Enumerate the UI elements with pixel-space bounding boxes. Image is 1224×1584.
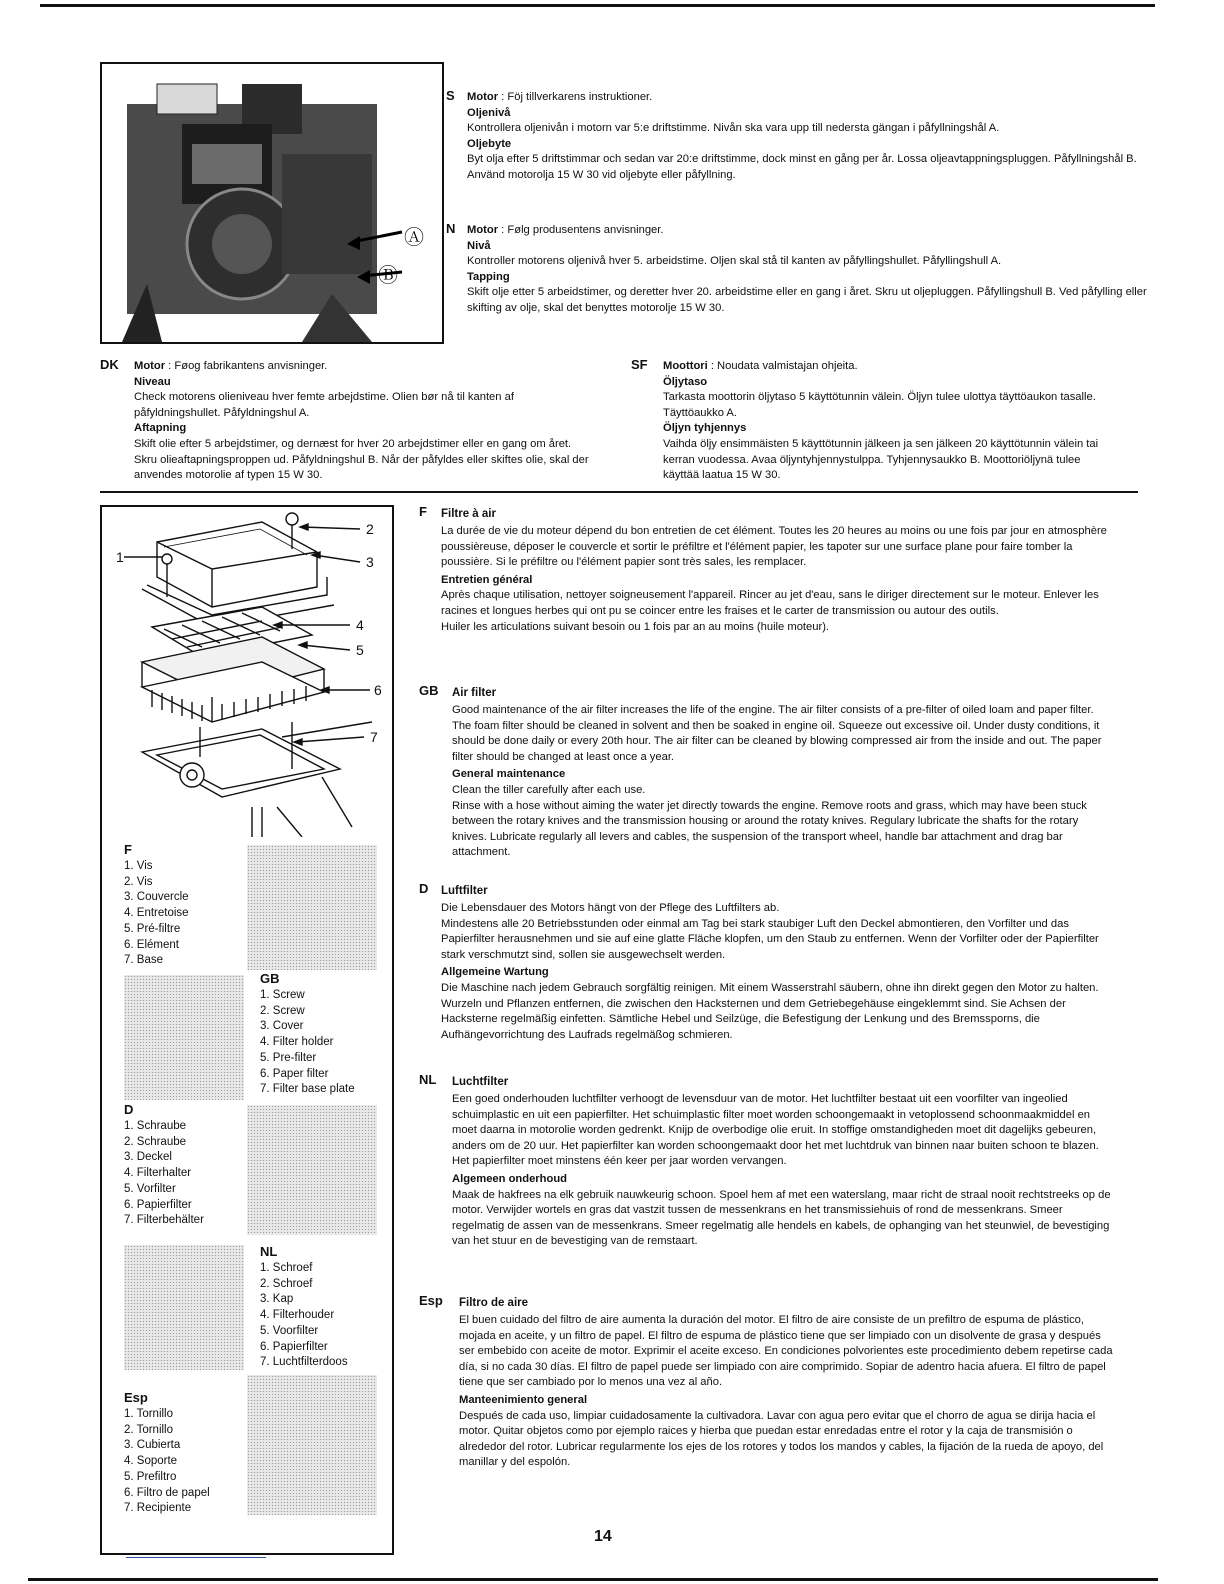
legend-f-item: 1. Vis bbox=[124, 860, 153, 872]
section-esp-title: Filtro de aire bbox=[459, 1297, 529, 1309]
section-s bbox=[467, 90, 1147, 184]
legend-esp-item: 6. Filtro de papel bbox=[124, 1486, 210, 1499]
section-f-sub-text: Après chaque utilisation, nettoyer soigneusement l'appareil. Rincer au jet d'eau, sans le diriger directement sur le moteur. Enlever les racines et longues herbes qui ont pu se coincer entre les fraises et le carter de transmission ou autour des outils. bbox=[441, 589, 1099, 617]
section-nl-body bbox=[452, 1092, 1113, 1250]
legend-gb bbox=[260, 970, 355, 1098]
section-s-text-1: Kontrollera oljenivån i motorn var 5:e driftstimme. Nivån ska vara upp till nedersta gängan i påfyllningshål A. bbox=[467, 122, 1000, 135]
section-esp-body bbox=[459, 1313, 1113, 1471]
section-s-subtitle: : Föj tillverkarens instruktioner. bbox=[498, 91, 653, 103]
legend-nl-item: 7. Luchtfilterdoos bbox=[260, 1356, 348, 1369]
section-f-intro: La durée de vie du moteur dépend du bon entretien de cet élément. Toutes les 20 heures au moins ou une fois par jour en atmosphère poussièreuse, déposer le couvercle et sortir le préfiltre et l'élément papier, les tapoter sur une surface plane pour faire tomber la poussière. Si le préfiltre ou l'élément papier sont très sales, les remplacer. bbox=[441, 525, 1107, 569]
stipple-patch-1 bbox=[247, 845, 377, 970]
section-divider bbox=[100, 491, 1138, 493]
section-d-sub-heading: Allgemeine Wartung bbox=[441, 966, 549, 979]
legend-d bbox=[124, 1101, 204, 1229]
lang-code-dk: DK bbox=[100, 357, 119, 372]
section-d-intro-2: Mindestens alle 20 Betriebsstunden oder einmal am Tag bei stark staubiger Luft den Deckel abmontieren, den Vorfilter und das Papierfilter herausnehmen und sie auf eine glatte Fläche klopfen, um den Staub zu entfernen. Wenn der Vorfilter oder der Papierfilter stark verschmutzt sind, sollen sie ausgewechselt werden. bbox=[441, 917, 1099, 961]
legend-esp bbox=[124, 1389, 210, 1517]
section-dk-text-2: Skift olie efter 5 arbejdstimer, og dernæst for hver 20 arbejdstimer eller en gang om året. Skru olieaftapningsproppen ud. Påfyldningshul B. Når der påfyldes eller skiftes olie, skal der anvendes motorolie af typen 15 W 30. bbox=[134, 437, 589, 482]
section-s-heading-1: Oljenivå bbox=[467, 106, 511, 119]
legend-gb-item: 3. Cover bbox=[260, 1020, 304, 1033]
legend-nl bbox=[260, 1243, 348, 1371]
legend-nl-item: 5. Voorfilter bbox=[260, 1324, 319, 1337]
callout-2: 2 bbox=[366, 521, 374, 537]
section-d-title: Luftfilter bbox=[441, 885, 488, 897]
legend-nl-item: 3. Kap bbox=[260, 1293, 294, 1306]
legend-gb-item: 5. Pre-filter bbox=[260, 1051, 317, 1064]
legend-esp-item: 4. Soporte bbox=[124, 1455, 178, 1468]
legend-gb-item: 6. Paper filter bbox=[260, 1067, 329, 1080]
section-esp-sub-heading: Manteenimiento general bbox=[459, 1393, 588, 1406]
section-n-heading-2: Tapping bbox=[467, 270, 510, 283]
section-gb-body bbox=[452, 703, 1113, 861]
legend-esp-item: 2. Tornillo bbox=[124, 1423, 174, 1436]
legend-esp-item: 3. Cubierta bbox=[124, 1439, 181, 1452]
top-rule bbox=[40, 4, 1155, 7]
section-n-heading-1: Nivå bbox=[467, 239, 491, 252]
section-sf-text-2: Vaihda öljy ensimmäisten 5 käyttötunnin jälkeen ja sen jälkeen 20 käyttötunnin välein tai kerran vuodessa. Avaa öljyntyhjennystulppa. Tyhjennysaukko B. Moottoriöljynä tulee käyttää laatua 15 W 30. bbox=[663, 437, 1099, 482]
section-dk-subtitle: : Føog fabrikantens anvisninger. bbox=[165, 360, 328, 372]
section-f-sub-heading: Entretien général bbox=[441, 573, 533, 586]
engine-photo bbox=[100, 62, 444, 344]
section-dk-heading-2: Aftapning bbox=[134, 422, 187, 435]
lang-code-n: N bbox=[446, 221, 456, 236]
stipple-patch-3 bbox=[247, 1105, 377, 1235]
legend-d-item: 5. Vorfilter bbox=[124, 1182, 176, 1195]
legend-esp-item: 1. Tornillo bbox=[124, 1408, 174, 1420]
engine-illustration bbox=[102, 64, 442, 342]
callout-1: 1 bbox=[116, 549, 124, 565]
legend-f-item: 2. Vis bbox=[124, 875, 153, 888]
legend-gb-item: 1. Screw bbox=[260, 989, 305, 1001]
section-gb-sub-heading: General maintenance bbox=[452, 768, 566, 781]
section-s-text-2: Byt olja efter 5 driftstimmar och sedan var 20:e driftstimme, dock minst en gång per år. Lossa oljeavtappningspluggen. Påfyllningshål B. Använd motorolja 15 W 30 vid oljebyte eller påfyllning. bbox=[467, 153, 1137, 181]
section-gb-sub-text-2: Rinse with a hose without aiming the water jet directly towards the engine. Remove roots and grass, which may have been stuck between the rotary knives and the transmission housing or around the rotaty knives. Regulary lubricate the shafts for the rotary knives. Lubricate regularly all levers and cables, the suspension of the transport wheel, handle bar attachment and drag bar attachment. bbox=[452, 799, 1087, 859]
page-number: 14 bbox=[594, 1528, 612, 1545]
section-nl-sub-heading: Algemeen onderhoud bbox=[452, 1172, 567, 1185]
lang-code-f: F bbox=[419, 504, 427, 519]
section-d-intro: Die Lebensdauer des Motors hängt von der Pflege des Luftfilters ab. bbox=[441, 902, 780, 914]
section-n-text-1: Kontroller motorens oljenivå hver 5. arbeidstime. Oljen skal stå til kanten av påfyllingshullet. Påfyllingshull A. bbox=[467, 255, 1002, 268]
stipple-patch-5 bbox=[247, 1375, 377, 1515]
legend-f-item: 4. Entretoise bbox=[124, 907, 189, 920]
legend-f-item: 7. Base bbox=[124, 954, 163, 967]
section-nl-sub-text: Maak de hakfrees na elk gebruik nauwkeurig schoon. Spoel hem af met een waterslang, maar richt de straal nooit rechtstreeks op de motor. Verwijder wortels en gras dat vastzit tussen de messenkrans en het transmissiehuis of rond de messenkrans. Smeer regelmatig de assen van de messenkrans. Smeer regelmatig alle hendels en kabels, de ophanging van het steunwiel, de bevestiging van het stuur en de bevestiging van de remstaart. bbox=[452, 1188, 1111, 1248]
callout-7: 7 bbox=[370, 729, 378, 745]
legend-d-item: 2. Schraube bbox=[124, 1135, 187, 1148]
stipple-patch-4 bbox=[124, 1245, 244, 1370]
legend-d-item: 4. Filterhalter bbox=[124, 1167, 192, 1180]
lang-code-sf: SF bbox=[631, 357, 648, 372]
callout-b-label: Ⓑ bbox=[378, 263, 398, 287]
section-n-title: Motor bbox=[467, 224, 499, 236]
callout-5: 5 bbox=[356, 642, 364, 658]
legend-d-item: 6. Papierfilter bbox=[124, 1198, 192, 1211]
callout-4: 4 bbox=[356, 617, 364, 633]
legend-nl-item: 6. Papierfilter bbox=[260, 1340, 328, 1353]
legend-f-head: F bbox=[124, 842, 132, 857]
legend-d-item: 7. Filterbehälter bbox=[124, 1214, 204, 1227]
legend-esp-item: 7. Recipiente bbox=[124, 1502, 192, 1515]
footer-mark bbox=[126, 1557, 266, 1558]
legend-d-head: D bbox=[124, 1102, 134, 1117]
legend-nl-item: 4. Filterhouder bbox=[260, 1309, 335, 1322]
section-gb-intro: Good maintenance of the air filter increases the life of the engine. The air filter consists of a pre-filter of oiled loam and paper filter. The foam filter should be cleaned in solvent and then be soaked in engine oil. Squeeze out excessive oil. Under dusty conditions, it should be done daily or every 20th hour. The air filter can be cleaned by blowing compressed air from the inside and out. The paper filter should be changed at least once a year. bbox=[452, 704, 1102, 763]
section-f-sub-text-2: Huiler les articulations suivant besoin ou 1 fois par an au moins (huile moteur). bbox=[441, 620, 830, 633]
callout-a-label: Ⓐ bbox=[404, 225, 424, 249]
section-nl-title: Luchtfilter bbox=[452, 1076, 509, 1088]
section-sf-heading-1: Öljytaso bbox=[663, 375, 708, 388]
legend-f bbox=[124, 841, 189, 969]
lang-code-nl: NL bbox=[419, 1072, 437, 1087]
section-n-text-2: Skift olje etter 5 arbeidstimer, og deretter hver 20. arbeidstime eller en gang i året. Skru ut oljepluggen. Påfyllingshull B. Ved påfylling eller skifting av olje, skal det benyttes motorolje 15 W 30. bbox=[467, 286, 1147, 314]
section-n-subtitle: : Følg produsentens anvisninger. bbox=[498, 224, 664, 236]
section-f-body bbox=[441, 524, 1113, 635]
legend-f-item: 5. Pré-filtre bbox=[124, 922, 181, 935]
section-s-heading-2: Oljebyte bbox=[467, 137, 512, 150]
legend-gb-item: 4. Filter holder bbox=[260, 1036, 334, 1049]
bottom-rule bbox=[28, 1578, 1158, 1581]
legend-gb-head: GB bbox=[260, 971, 280, 986]
section-dk-text-1: Check motorens olieniveau hver femte arbejdstime. Olien bør nå til kanten af påfyldningshullet. Påfyldningshul A. bbox=[134, 391, 514, 419]
lang-code-gb: GB bbox=[419, 683, 439, 698]
legend-f-item: 6. Elément bbox=[124, 938, 179, 951]
section-sf-subtitle: : Noudata valmistajan ohjeita. bbox=[707, 360, 858, 372]
legend-f-item: 3. Couvercle bbox=[124, 891, 189, 904]
section-esp-sub-text: Después de cada uso, limpiar cuidadosamente la cultivadora. Lavar con agua pero evitar que el chorro de agua se dirija hacia el motor. Quitar objetos como por ejemplo raices y hierba que puedan estar enredadas entre el rotor y la caja de transmisión o alrededor del rotor. Lubricar regularmente los ejes de los rotores y todos los mandos y cables, la fijación de la rueda de apoyo, del manillar y del espolón. bbox=[459, 1409, 1104, 1469]
legend-esp-item: 5. Prefiltro bbox=[124, 1470, 177, 1483]
stipple-patch-2 bbox=[124, 975, 244, 1100]
air-filter-figure-box bbox=[100, 505, 394, 1555]
section-dk-title: Motor bbox=[134, 360, 166, 372]
section-gb-title: Air filter bbox=[452, 687, 497, 699]
section-s-title: Motor bbox=[467, 91, 499, 103]
section-sf bbox=[663, 359, 1118, 484]
legend-nl-item: 2. Schroef bbox=[260, 1277, 313, 1290]
callout-6: 6 bbox=[374, 682, 382, 698]
lang-code-d: D bbox=[419, 881, 429, 896]
section-dk bbox=[134, 359, 589, 484]
legend-nl-head: NL bbox=[260, 1244, 278, 1259]
legend-d-item: 3. Deckel bbox=[124, 1151, 172, 1164]
legend-esp-head: Esp bbox=[124, 1390, 148, 1405]
section-sf-text-1: Tarkasta moottorin öljytaso 5 käyttötunnin välein. Öljyn tulee ulottya täyttöaukon tasalle. Täyttöaukko A. bbox=[663, 391, 1096, 419]
section-sf-title: Moottori bbox=[663, 360, 708, 372]
section-d-body bbox=[441, 901, 1113, 1043]
air-filter-exploded-diagram bbox=[102, 507, 392, 837]
section-d-sub-text: Die Maschine nach jedem Gebrauch sorgfältig reinigen. Mit einem Wasserstrahl säubern, ohne ihn direkt gegen den Motor zu halten. Wurzeln und Pflanzen entfernen, die zwischen den Hacksternen und dem Getriebegehäuse eingeklemmt sind. Sie Achsen der Hacksterne regelmäßig einfetten. Sämtliche Hebel und Seilzüge, die Befestigung der Lenkung und des Bremssporns, die Aufhängevorrichtung des Laufrads regelmäßog schmieren. bbox=[441, 981, 1099, 1041]
section-f-title: Filtre à air bbox=[441, 508, 496, 520]
legend-gb-item: 2. Screw bbox=[260, 1004, 305, 1017]
section-nl-intro: Een goed onderhouden luchtfilter verhoogt de levensduur van de motor. Het luchtfilter bestaat uit een voorfilter van ingeolied schuimplastic en uit een papierfilter. Het schuimplastic filter moet worden schoongemaakt in vetoplossend schoonmaakmiddel en moet daarna in motorolie worden gedrenkt. Knijp de overbodige olie eruit. In stoffige omstandigheden moet dit dagelijks gebeuren, anders om de 20 uur. Het papierfilter kan worden schoongemaakt door het met luchtdruk van binnen naar buiten schoon te blazen. Het papierfilter moet minstens één keer per jaar worden vervangen. bbox=[452, 1093, 1099, 1168]
lang-code-s: S bbox=[446, 88, 455, 103]
section-dk-heading-1: Niveau bbox=[134, 375, 171, 388]
section-sf-heading-2: Öljyn tyhjennys bbox=[663, 422, 747, 435]
section-n bbox=[467, 223, 1147, 317]
legend-nl-item: 1. Schroef bbox=[260, 1262, 313, 1274]
legend-d-item: 1. Schraube bbox=[124, 1120, 187, 1132]
section-gb-sub-text: Clean the tiller carefully after each use. bbox=[452, 783, 646, 796]
legend-gb-item: 7. Filter base plate bbox=[260, 1083, 355, 1096]
callout-3: 3 bbox=[366, 554, 374, 570]
lang-code-esp: Esp bbox=[419, 1293, 443, 1308]
section-esp-intro: El buen cuidado del filtro de aire aumenta la duración del motor. El filtro de aire consiste de un prefiltro de espuma de plástico, mojada en aceite, y un filtro de papel. El filtro de espuma de plástico tiene que ser limpiado con un disolvente de grasa y después ser embebido con aceite de motor. Exprimir el aceite exceso. En condiciones polvorientes este procedimiento debem repetirse cada día, si no cada 30 días. El filtro de papel puede ser limpiado con aire comprimido. Sopiar de adentro hacia afuera. El filtro de papel tiene que ser cambiado por lo menos una vez al año. bbox=[459, 1314, 1113, 1389]
